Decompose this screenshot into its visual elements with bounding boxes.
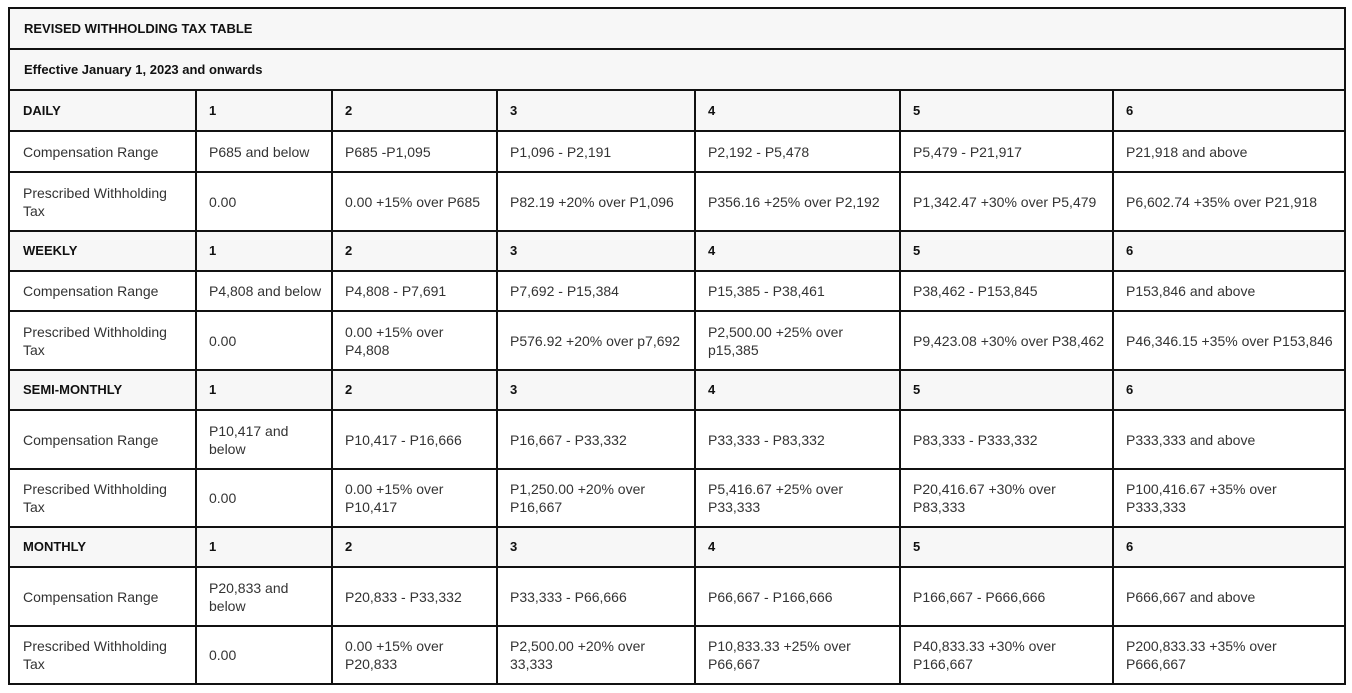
tax-cell: P2,500.00 +20% over 33,333 [497, 626, 695, 684]
tax-cell: P5,416.67 +25% over P33,333 [695, 469, 900, 527]
period-label: DAILY [9, 90, 196, 131]
compensation-cell: P10,417 - P16,666 [332, 410, 497, 469]
row-label: Prescribed Withholding Tax [9, 172, 196, 231]
tax-cell: 0.00 [196, 172, 332, 231]
compensation-cell: P16,667 - P33,332 [497, 410, 695, 469]
compensation-cell: P333,333 and above [1113, 410, 1345, 469]
table-body [9, 8, 1345, 684]
bracket-number: 1 [196, 231, 332, 271]
table-title: REVISED WITHHOLDING TAX TABLE [9, 8, 1345, 49]
compensation-cell: P4,808 - P7,691 [332, 271, 497, 311]
compensation-cell: P5,479 - P21,917 [900, 131, 1113, 172]
period-header-row [9, 527, 1345, 567]
bracket-number: 6 [1113, 370, 1345, 410]
compensation-cell: P21,918 and above [1113, 131, 1345, 172]
row-label: Compensation Range [9, 410, 196, 469]
tax-cell: P576.92 +20% over p7,692 [497, 311, 695, 370]
bracket-number: 5 [900, 90, 1113, 131]
tax-cell: 0.00 [196, 469, 332, 527]
withholding-tax-table [8, 7, 1346, 685]
compensation-cell: P15,385 - P38,461 [695, 271, 900, 311]
compensation-range-row [9, 410, 1345, 469]
tax-cell: P40,833.33 +30% over P166,667 [900, 626, 1113, 684]
withholding-tax-row [9, 626, 1345, 684]
tax-cell: 0.00 +15% over P4,808 [332, 311, 497, 370]
row-label: Compensation Range [9, 271, 196, 311]
bracket-number: 5 [900, 370, 1113, 410]
period-label: WEEKLY [9, 231, 196, 271]
bracket-number: 3 [497, 231, 695, 271]
table-subtitle: Effective January 1, 2023 and onwards [9, 49, 1345, 90]
compensation-cell: P20,833 and below [196, 567, 332, 626]
tax-cell: P100,416.67 +35% over P333,333 [1113, 469, 1345, 527]
compensation-cell: P685 and below [196, 131, 332, 172]
tax-cell: 0.00 [196, 626, 332, 684]
bracket-number: 2 [332, 90, 497, 131]
bracket-number: 4 [695, 231, 900, 271]
row-label: Compensation Range [9, 567, 196, 626]
row-label: Prescribed Withholding Tax [9, 469, 196, 527]
bracket-number: 1 [196, 370, 332, 410]
compensation-cell: P666,667 and above [1113, 567, 1345, 626]
compensation-cell: P83,333 - P333,332 [900, 410, 1113, 469]
compensation-cell: P153,846 and above [1113, 271, 1345, 311]
tax-cell: P356.16 +25% over P2,192 [695, 172, 900, 231]
bracket-number: 2 [332, 527, 497, 567]
compensation-cell: P4,808 and below [196, 271, 332, 311]
bracket-number: 2 [332, 231, 497, 271]
bracket-number: 2 [332, 370, 497, 410]
compensation-cell: P66,667 - P166,666 [695, 567, 900, 626]
tax-cell: 0.00 +15% over P10,417 [332, 469, 497, 527]
bracket-number: 4 [695, 370, 900, 410]
bracket-number: 3 [497, 90, 695, 131]
withholding-tax-row [9, 172, 1345, 231]
subtitle-row [9, 49, 1345, 90]
title-row [9, 8, 1345, 49]
tax-cell: P82.19 +20% over P1,096 [497, 172, 695, 231]
bracket-number: 4 [695, 527, 900, 567]
compensation-cell: P38,462 - P153,845 [900, 271, 1113, 311]
tax-cell: P10,833.33 +25% over P66,667 [695, 626, 900, 684]
compensation-range-row [9, 567, 1345, 626]
bracket-number: 6 [1113, 527, 1345, 567]
tax-cell: P46,346.15 +35% over P153,846 [1113, 311, 1345, 370]
tax-cell: P9,423.08 +30% over P38,462 [900, 311, 1113, 370]
row-label: Compensation Range [9, 131, 196, 172]
period-label: MONTHLY [9, 527, 196, 567]
compensation-cell: P7,692 - P15,384 [497, 271, 695, 311]
bracket-number: 5 [900, 527, 1113, 567]
period-header-row [9, 90, 1345, 131]
tax-cell: 0.00 [196, 311, 332, 370]
compensation-range-row [9, 131, 1345, 172]
compensation-cell: P166,667 - P666,666 [900, 567, 1113, 626]
bracket-number: 3 [497, 370, 695, 410]
compensation-cell: P20,833 - P33,332 [332, 567, 497, 626]
bracket-number: 5 [900, 231, 1113, 271]
tax-cell: P2,500.00 +25% over p15,385 [695, 311, 900, 370]
compensation-cell: P33,333 - P83,332 [695, 410, 900, 469]
compensation-cell: P685 -P1,095 [332, 131, 497, 172]
bracket-number: 1 [196, 90, 332, 131]
bracket-number: 1 [196, 527, 332, 567]
tax-cell: 0.00 +15% over P685 [332, 172, 497, 231]
period-header-row [9, 370, 1345, 410]
compensation-cell: P10,417 and below [196, 410, 332, 469]
row-label: Prescribed Withholding Tax [9, 626, 196, 684]
compensation-cell: P2,192 - P5,478 [695, 131, 900, 172]
bracket-number: 6 [1113, 231, 1345, 271]
compensation-cell: P33,333 - P66,666 [497, 567, 695, 626]
withholding-tax-row [9, 311, 1345, 370]
compensation-cell: P1,096 - P2,191 [497, 131, 695, 172]
period-label: SEMI-MONTHLY [9, 370, 196, 410]
row-label: Prescribed Withholding Tax [9, 311, 196, 370]
bracket-number: 6 [1113, 90, 1345, 131]
tax-cell: P200,833.33 +35% over P666,667 [1113, 626, 1345, 684]
tax-cell: P1,342.47 +30% over P5,479 [900, 172, 1113, 231]
withholding-tax-row [9, 469, 1345, 527]
bracket-number: 3 [497, 527, 695, 567]
tax-cell: P6,602.74 +35% over P21,918 [1113, 172, 1345, 231]
compensation-range-row [9, 271, 1345, 311]
bracket-number: 4 [695, 90, 900, 131]
tax-cell: P20,416.67 +30% over P83,333 [900, 469, 1113, 527]
period-header-row [9, 231, 1345, 271]
tax-cell: 0.00 +15% over P20,833 [332, 626, 497, 684]
tax-cell: P1,250.00 +20% over P16,667 [497, 469, 695, 527]
